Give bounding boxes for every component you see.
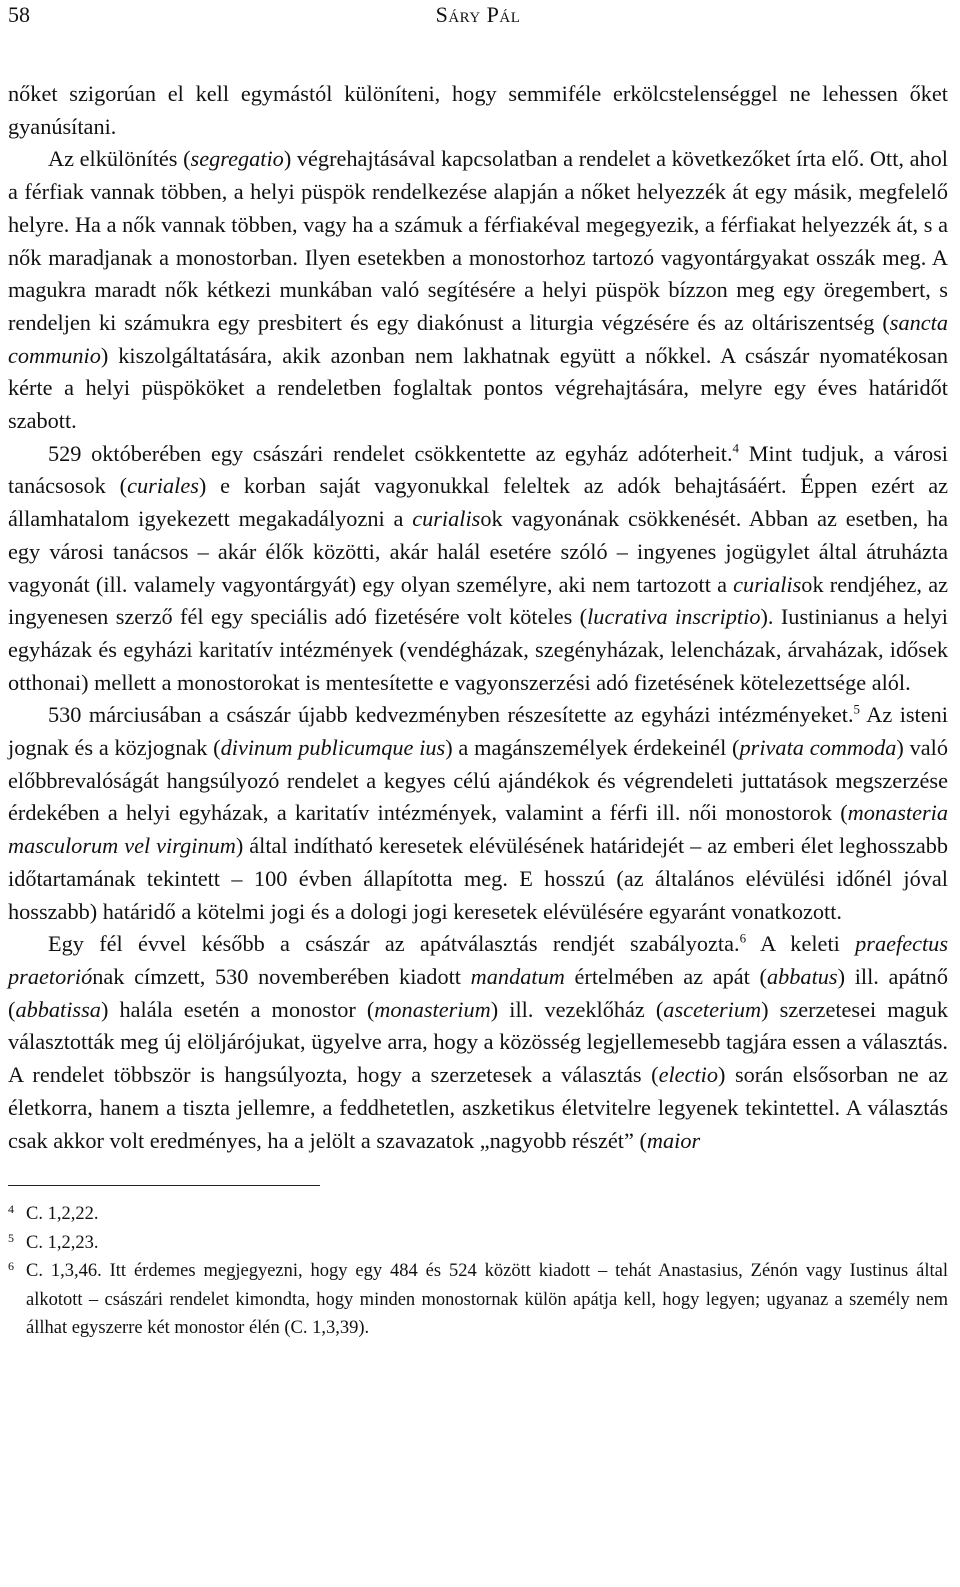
text-run: ) a magánszemélyek érdekeinél ( xyxy=(445,735,740,761)
page-header xyxy=(8,2,948,32)
footnote xyxy=(8,1257,948,1343)
footnotes xyxy=(8,1200,948,1343)
text-run: ) szerzetesei maguk választották meg új elöljárójukat, ügyelve arra, hogy a közösség legjellemesebb tagjára essen a választás. A rendelet többször is hangsúlyozta, hogy a szerzetesek a választás ( xyxy=(8,996,948,1088)
text-run: értelmében az apát ( xyxy=(564,963,767,989)
paragraph xyxy=(8,928,948,1157)
footnote-text: C. 1,2,22. xyxy=(26,1204,99,1225)
footnote-reference: 4 xyxy=(732,440,740,456)
text-run: ) által indítható keresetek elévülésének határidejét – az emberi élet leghosszabb időtartamának tekintett – 100 évben állapította meg. E hosszú (az általános elévülési időnél jóval hosszabb) határidő a kötelmi jogi és a dologi jogi keresetek elévülésére egyaránt vonatkozott. xyxy=(8,833,949,924)
italic-term: segregatio xyxy=(190,146,284,172)
paragraph xyxy=(8,438,948,700)
text-run: Mint tudjuk, a városi tanácsosok ( xyxy=(8,440,948,499)
document-page xyxy=(8,0,948,1343)
text-run: ) e korban saját vagyonukkal feleltek az adók behajtásáért. Éppen ezért az államhatalom igyekezett megakadályozni a xyxy=(8,473,948,532)
text-run: A keleti xyxy=(746,931,856,957)
text-run: ok vagyonának csökkenését. Abban az esetben, ha egy városi tanácsos – akár élők közötti, akár halál esetére szóló – ingyenes jogügylet által átruházta vagyonát (ill. valamely vagyontárgyát) egy olyan személyre, aki nem tartozott a xyxy=(8,506,948,597)
italic-term: lucrativa inscriptio xyxy=(587,604,761,630)
italic-term: electio xyxy=(658,1062,718,1088)
text-run: ). Iustinianus a helyi egyházak és egyházi karitatív intézmények (vendégházak, szegényházak, lelencházak, árvaházak, idősek otthonai) mellett a monostorokat is mentesítette e vagyonszerzési adó fizetésének kötelezettsége alól. xyxy=(8,604,948,695)
text-run: Az elkülönítés ( xyxy=(48,146,191,172)
italic-term: praefectus praetorió xyxy=(8,931,949,989)
italic-term: asceterium xyxy=(663,996,762,1022)
text-run: ) ill. apátnő ( xyxy=(8,963,948,1022)
text-run: nak címzett, 530 novemberében kiadott xyxy=(92,963,471,989)
footnote-separator xyxy=(8,1185,320,1186)
italic-term: privata commoda xyxy=(739,735,897,761)
footnote-number: 4 xyxy=(8,1202,14,1217)
text-run: Az isteni jognak és a közjognak ( xyxy=(8,702,948,761)
italic-term: divinum publicumque ius xyxy=(220,735,446,761)
italic-term: abbatissa xyxy=(15,996,101,1022)
text-run: 529 októberében egy császári rendelet csökkentette az egyház adóterheit. xyxy=(48,440,733,466)
paragraph xyxy=(8,143,948,437)
text-run: nőket szigorúan el kell egymástól különíteni, hogy semmiféle erkölcstelenséggel ne lehessen őket gyanúsítani. xyxy=(8,81,948,139)
text-run: ) ill. vezeklőház ( xyxy=(490,996,664,1022)
text-run: ) való előbbrevalóságát hangsúlyozó rendelet a kegyes célú ajándékok és végrendeleti juttatások megszerzése érdekében a helyi egyházak, a karitatív intézmények, valamint a férfi ill. női monostorok ( xyxy=(8,735,948,826)
italic-term: sancta communio xyxy=(8,309,948,368)
text-run: ok rendjéhez, az ingyenesen szerző fél egy speciális adó fizetésére volt köteles ( xyxy=(8,571,948,630)
text-run: ) kiszolgáltatására, akik azonban nem lakhatnak együtt a nőkkel. A császár nyomatékosan kérte a helyi püspököket a rendeletben foglaltak pontos végrehajtására, melyre egy éves határidőt szabott. xyxy=(8,342,948,434)
footnote-reference: 6 xyxy=(739,930,747,946)
text-run: ) végrehajtásával kapcsolatban a rendelet a következőket írta elő. Ott, ahol a férfiak vannak többen, a helyi püspök rendelkezése alapján a nőket helyezzék át egy másik, megfelelő helyre. Ha a nők vannak többen, vagy ha a számuk a férfiakéval megegyezik, a férfiakat helyezzék át, s a nők maradjanak a monostorban. Ilyen esetekben a monostorhoz tartozó vagyontárgyakat osszák meg. A magukra maradt nők kétkezi munkában való segítésére a helyi püspök bízzon meg egy öregembert, s rendeljen ki számukra egy presbitert és egy diakónust a liturgia végzésére és az oltáriszentség ( xyxy=(8,146,948,335)
italic-term: curiales xyxy=(127,473,199,499)
italic-term: curialis xyxy=(733,571,802,597)
text-run: Egy fél évvel később a császár az apátválasztás rendjét szabályozta. xyxy=(48,931,740,957)
page-number: 58 xyxy=(8,2,30,27)
footnote-number: 5 xyxy=(8,1230,14,1245)
paragraph xyxy=(8,699,948,928)
footnote xyxy=(8,1229,948,1258)
footnote-reference: 5 xyxy=(853,701,861,717)
body-text xyxy=(8,78,948,1157)
italic-term: monasteria masculorum vel virginum xyxy=(8,800,948,859)
italic-term: mandatum xyxy=(470,963,565,989)
italic-term: monasterium xyxy=(374,996,491,1022)
italic-term: abbatus xyxy=(766,963,838,989)
text-run: ) halála esetén a monostor ( xyxy=(100,996,375,1022)
footnote xyxy=(8,1200,948,1229)
italic-term: maior xyxy=(646,1127,701,1153)
text-run: 530 márciusában a császár újabb kedvezményben részesítette az egyházi intézményeket. xyxy=(48,702,854,728)
running-head: Sáry Pál xyxy=(435,2,521,27)
italic-term: curialis xyxy=(412,506,481,532)
text-run: ) során elsősorban ne az életkorra, hanem a tiszta jellemre, a feddhetetlen, aszketikus életvitelre legyenek tekintettel. A választás csak akkor volt eredményes, ha a jelölt a szavazatok „nagyobb részét” ( xyxy=(8,1062,949,1153)
footnote-text: C. 1,2,23. xyxy=(26,1232,99,1253)
paragraph xyxy=(8,78,948,143)
footnote-text: C. 1,3,46. Itt érdemes megjegyezni, hogy egy 484 és 524 között kiadott – tehát Anastasius, Zénón vagy Iustinus által alkotott – császári rendelet kimondta, hogy minden monostornak külön apátja kell, hogy legyen; ugyanaz a személy nem állhat egyszerre két monostor élén (C. 1,3,39). xyxy=(26,1261,948,1339)
footnote-number: 6 xyxy=(8,1259,14,1274)
